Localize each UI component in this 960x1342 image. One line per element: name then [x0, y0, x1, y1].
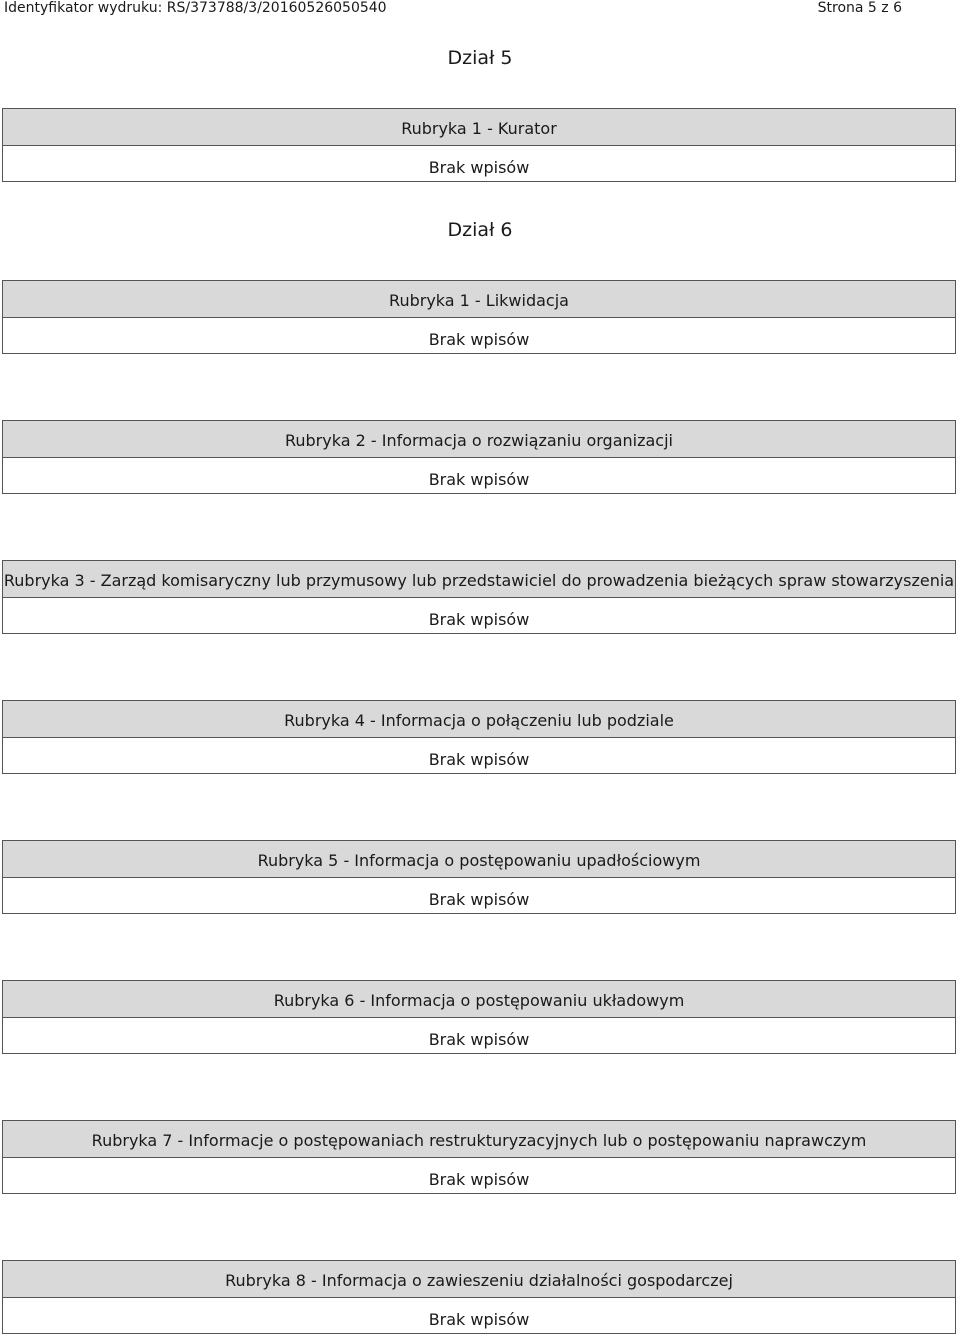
section-title-dzial-5: Dział 5: [447, 47, 513, 69]
rubric-title: Rubryka 3 - Zarząd komisaryczny lub przymusowy lub przedstawiciel do prowadzenia bieżących spraw stowarzyszenia: [3, 561, 955, 598]
rubric-box-dzial6-r1: [2, 280, 956, 354]
rubric-entries: Brak wpisów: [428, 1030, 530, 1049]
rubric-box-dzial6-r6: [2, 980, 956, 1054]
print-header: [0, 0, 960, 20]
rubric-entries: Brak wpisów: [428, 1170, 530, 1189]
rubric-title: Rubryka 1 - Likwidacja: [3, 281, 955, 318]
rubric-box-dzial5-r1: [2, 108, 956, 182]
rubric-entries: Brak wpisów: [428, 1310, 530, 1329]
rubric-box-dzial6-r8: [2, 1260, 956, 1334]
section-title-dzial-6: Dział 6: [447, 219, 513, 241]
rubric-entries: Brak wpisów: [428, 890, 530, 909]
rubric-title: Rubryka 2 - Informacja o rozwiązaniu organizacji: [3, 421, 955, 458]
rubric-title: Rubryka 1 - Kurator: [3, 109, 955, 146]
rubric-entries: Brak wpisów: [428, 750, 530, 769]
rubric-entries: Brak wpisów: [428, 470, 530, 489]
rubric-box-dzial6-r3: [2, 560, 956, 634]
rubric-title: Rubryka 7 - Informacje o postępowaniach restrukturyzacyjnych lub o postępowaniu naprawczym: [3, 1121, 955, 1158]
rubric-title: Rubryka 5 - Informacja o postępowaniu upadłościowym: [3, 841, 955, 878]
rubric-box-dzial6-r5: [2, 840, 956, 914]
rubric-entries: Brak wpisów: [428, 158, 530, 177]
rubric-title: Rubryka 4 - Informacja o połączeniu lub podziale: [3, 701, 955, 738]
page-number: Strona 5 z 6: [817, 0, 902, 16]
rubric-box-dzial6-r7: [2, 1120, 956, 1194]
rubric-title: Rubryka 6 - Informacja o postępowaniu układowym: [3, 981, 955, 1018]
rubric-box-dzial6-r2: [2, 420, 956, 494]
rubric-entries: Brak wpisów: [428, 610, 530, 629]
rubric-entries: Brak wpisów: [428, 330, 530, 349]
rubric-title: Rubryka 8 - Informacja o zawieszeniu działalności gospodarczej: [3, 1261, 955, 1298]
print-identifier: Identyfikator wydruku: RS/373788/3/20160526050540: [4, 0, 387, 16]
rubric-box-dzial6-r4: [2, 700, 956, 774]
